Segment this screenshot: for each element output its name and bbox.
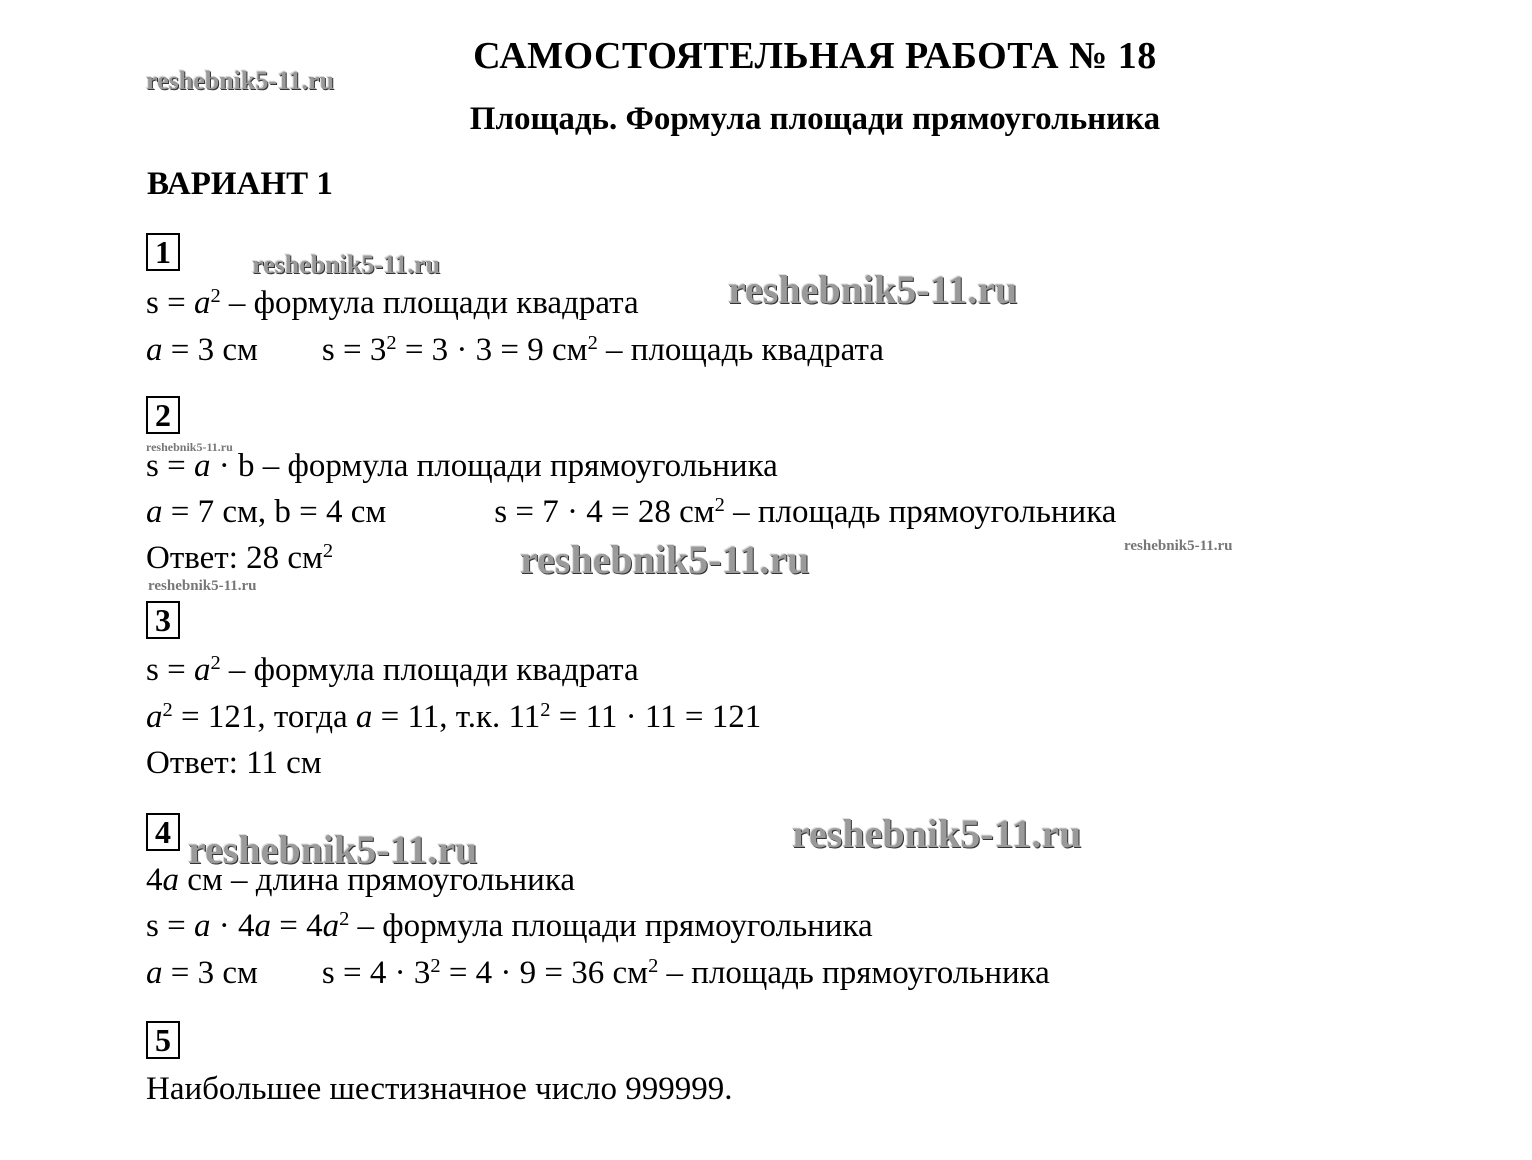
task-number-box: 4 — [146, 813, 180, 851]
page-title: САМОСТОЯТЕЛЬНАЯ РАБОТА № 18 — [473, 35, 1157, 77]
task-number-box: 3 — [146, 601, 180, 639]
task-4-line-2: $s = a \cdot 4a = 4a^2$ – формула площади прямоугольника — [146, 907, 873, 944]
task-5-line-1: Наибольшее шестизначное число 999999. — [146, 1071, 733, 1107]
watermark: reshebnik5-11.ru — [148, 578, 257, 594]
variant-heading: ВАРИАНТ 1 — [147, 166, 333, 202]
task-number-box: 2 — [146, 396, 180, 434]
task-3-line-2: $a^2 = 121$, тогда a = 11, т.к. $11^2 = 11 \cdot 11 = 121$ — [146, 698, 762, 735]
watermark: reshebnik5-11.ru — [146, 440, 233, 454]
task-3-answer: Ответ: 11 см — [146, 745, 322, 781]
watermark: reshebnik5-11.ru — [1124, 538, 1233, 554]
watermark: reshebnik5-11.ru — [146, 66, 335, 95]
task-2-line-1: s = a · b – формула площади прямоугольника — [146, 448, 778, 484]
task-2-answer: Ответ: 28 $см^2$ — [146, 539, 334, 576]
task-2-line-2: a = 7 см, b = 4 см s = 7 · 4 = 28 $см^2$ – площадь прямоугольника — [146, 493, 1117, 530]
watermark: reshebnik5-11.ru — [252, 250, 441, 279]
task-3-line-1: $s = a^2$ – формула площади квадрата — [146, 651, 639, 688]
watermark: reshebnik5-11.ru — [792, 811, 1082, 856]
task-4-line-3: a = 3 см $s = 4 \cdot 3^2 = 4 \cdot 9 = 36$ $см^2$ – площадь прямоугольника — [146, 954, 1050, 991]
watermark: reshebnik5-11.ru — [520, 537, 810, 582]
task-number-box: 1 — [146, 233, 180, 271]
watermark: reshebnik5-11.ru — [728, 267, 1018, 312]
task-number-box: 5 — [146, 1021, 180, 1059]
task-1-line-2: a = 3 см $s = 3^2 = 3 \cdot 3 = 9$ $см^2$ – площадь квадрата — [146, 331, 884, 368]
task-1-line-1: $s = a^2$ – формула площади квадрата — [146, 284, 639, 321]
page-subtitle: Площадь. Формула площади прямоугольника — [469, 101, 1161, 137]
task-4-line-1: 4a см – длина прямоугольника — [146, 862, 576, 898]
watermark: reshebnik5-11.ru — [188, 827, 478, 872]
